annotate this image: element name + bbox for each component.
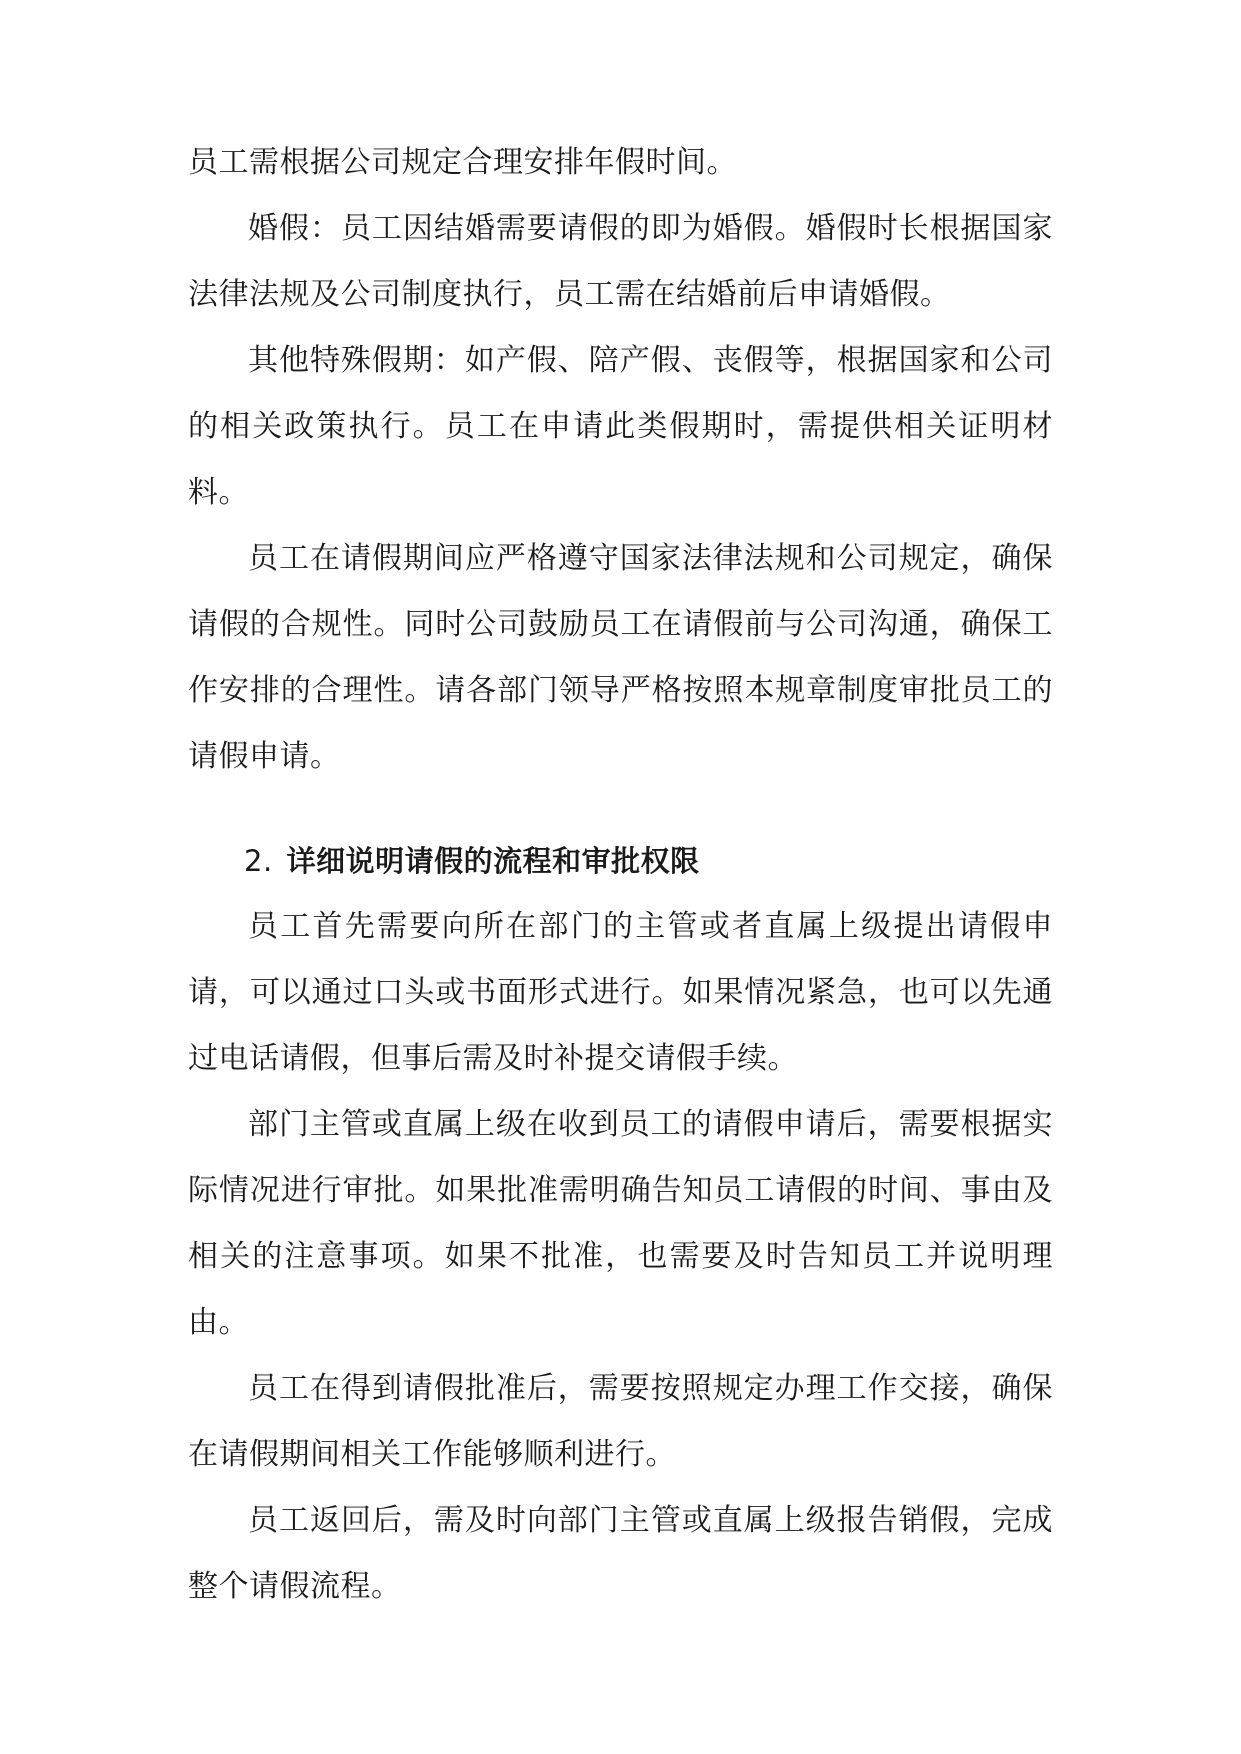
paragraph-compliance: 员工在请假期间应严格遵守国家法律法规和公司规定，确保请假的合规性。同时公司鼓励员工在请假前与公司沟通，确保工作安排的合理性。请各部门领导严格按照本规章制度审批员工的请假申请。	[188, 541, 1053, 774]
section-heading	[188, 828, 1053, 894]
paragraph-approval: 部门主管或直属上级在收到员工的请假申请后，需要根据实际情况进行审批。如果批准需明确告知员工请假的时间、事由及相关的注意事项。如果不批准，也需要及时告知员工并说明理由。	[188, 1107, 1053, 1340]
paragraph-apply: 员工首先需要向所在部门的主管或者直属上级提出请假申请，可以通过口头或书面形式进行。如果情况紧急，也可以先通过电话请假，但事后需及时补提交请假手续。	[188, 909, 1053, 1076]
paragraph-return: 员工返回后，需及时向部门主管或直属上级报告销假，完成整个请假流程。	[188, 1503, 1053, 1604]
paragraph-handover: 员工在得到请假批准后，需要按照规定办理工作交接，确保在请假期间相关工作能够顺利进行。	[188, 1371, 1053, 1472]
document-body	[188, 130, 1053, 1620]
paragraph-special-leave: 其他特殊假期：如产假、陪产假、丧假等，根据国家和公司的相关政策执行。员工在申请此类假期时，需提供相关证明材料。	[188, 343, 1053, 510]
paragraph-marriage-leave: 婚假：员工因结婚需要请假的即为婚假。婚假时长根据国家法律法规及公司制度执行，员工需在结婚前后申请婚假。	[188, 211, 1053, 312]
section-number: 2.	[244, 844, 273, 878]
section-title: 详细说明请假的流程和审批权限	[286, 844, 700, 878]
paragraph-annual-leave-end: 员工需根据公司规定合理安排年假时间。	[188, 145, 737, 180]
